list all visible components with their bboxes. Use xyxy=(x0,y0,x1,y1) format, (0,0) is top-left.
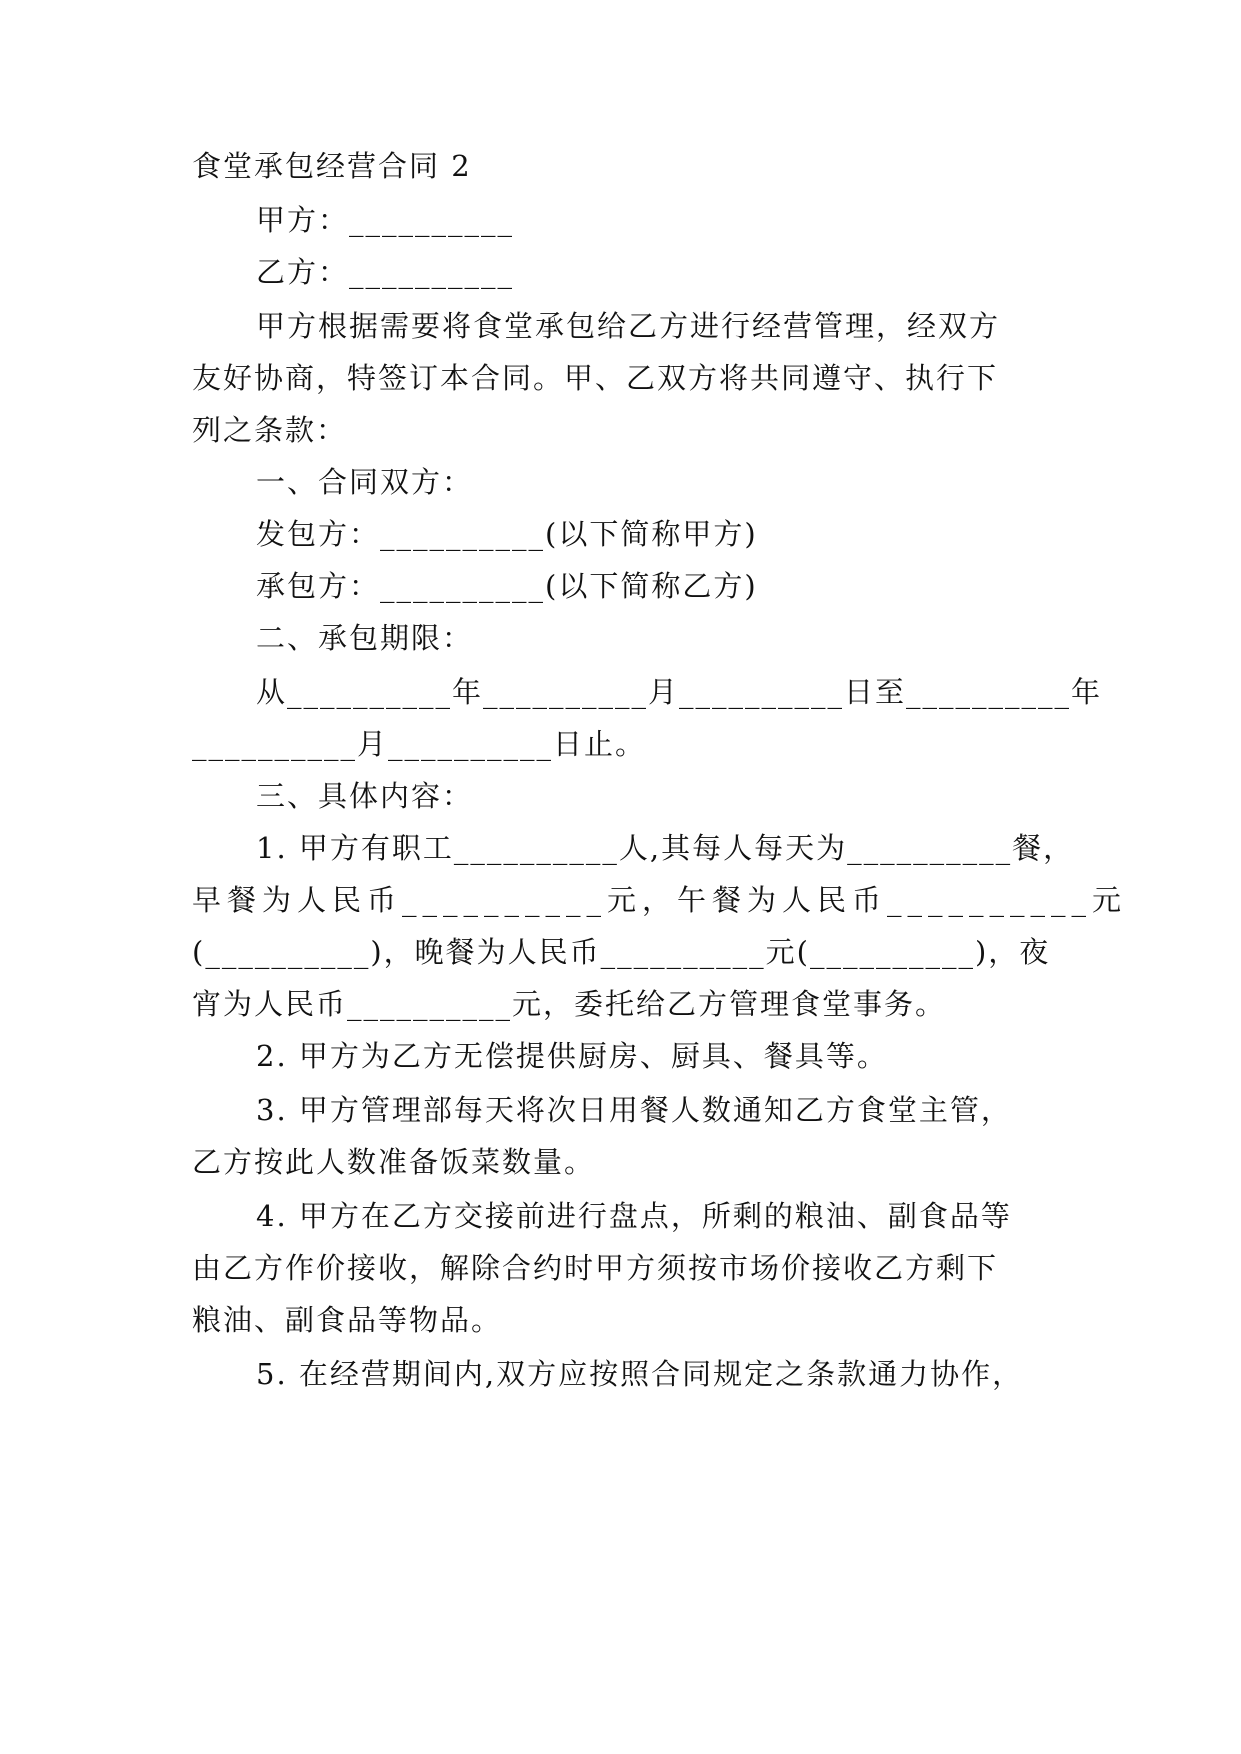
item-2-line-1: 2. 甲方为乙方无偿提供厨房、厨具、餐具等。 xyxy=(256,1039,888,1073)
section-3-heading: 三、具体内容： xyxy=(256,779,474,813)
item-3-line-2: 乙方按此人数准备饭菜数量。 xyxy=(192,1145,596,1179)
item-4-line-3: 粮油、副食品等物品。 xyxy=(192,1303,503,1337)
item-1-line-4: 宵为人民币__________元，委托给乙方管理食堂事务。 xyxy=(192,987,947,1021)
item-3-line-1: 3. 甲方管理部每天将次日用餐人数通知乙方食堂主管， xyxy=(256,1093,1012,1127)
party-a-line: 甲方：__________ xyxy=(256,203,515,237)
item-1-line-1: 1. 甲方有职工__________人,其每人每天为__________餐， xyxy=(256,831,1075,865)
item-1-line-2: 早餐为人民币__________元，午餐为人民币__________元 xyxy=(192,883,1128,917)
term-line-2: __________月__________日止。 xyxy=(192,727,647,761)
document-title: 食堂承包经营合同 2 xyxy=(192,149,472,183)
item-4-line-2: 由乙方作价接收，解除合约时甲方须按市场价接收乙方剩下 xyxy=(192,1251,999,1285)
item-4-line-1: 4. 甲方在乙方交接前进行盘点，所剩的粮油、副食品等 xyxy=(256,1199,1012,1233)
intro-line-3: 列之条款： xyxy=(192,413,348,447)
party-b-line: 乙方：__________ xyxy=(256,255,515,289)
item-1-line-3: (__________)，晚餐为人民币__________元(__________)，夜 xyxy=(192,935,1051,969)
section-1-heading: 一、合同双方： xyxy=(256,465,474,499)
section-2-heading: 二、承包期限： xyxy=(256,621,474,655)
intro-line-1: 甲方根据需要将食堂承包给乙方进行经营管理，经双方 xyxy=(256,309,1001,343)
intro-line-2: 友好协商，特签订本合同。甲、乙双方将共同遵守、执行下 xyxy=(192,361,999,395)
contractor-a-line: 发包方：__________(以下简称甲方) xyxy=(256,517,758,551)
item-5-line-1: 5. 在经营期间内,双方应按照合同规定之条款通力协作， xyxy=(256,1357,1024,1391)
contractor-b-line: 承包方：__________(以下简称乙方) xyxy=(256,569,758,603)
term-line-1: 从__________年__________月__________日至__________年 xyxy=(256,675,1103,709)
